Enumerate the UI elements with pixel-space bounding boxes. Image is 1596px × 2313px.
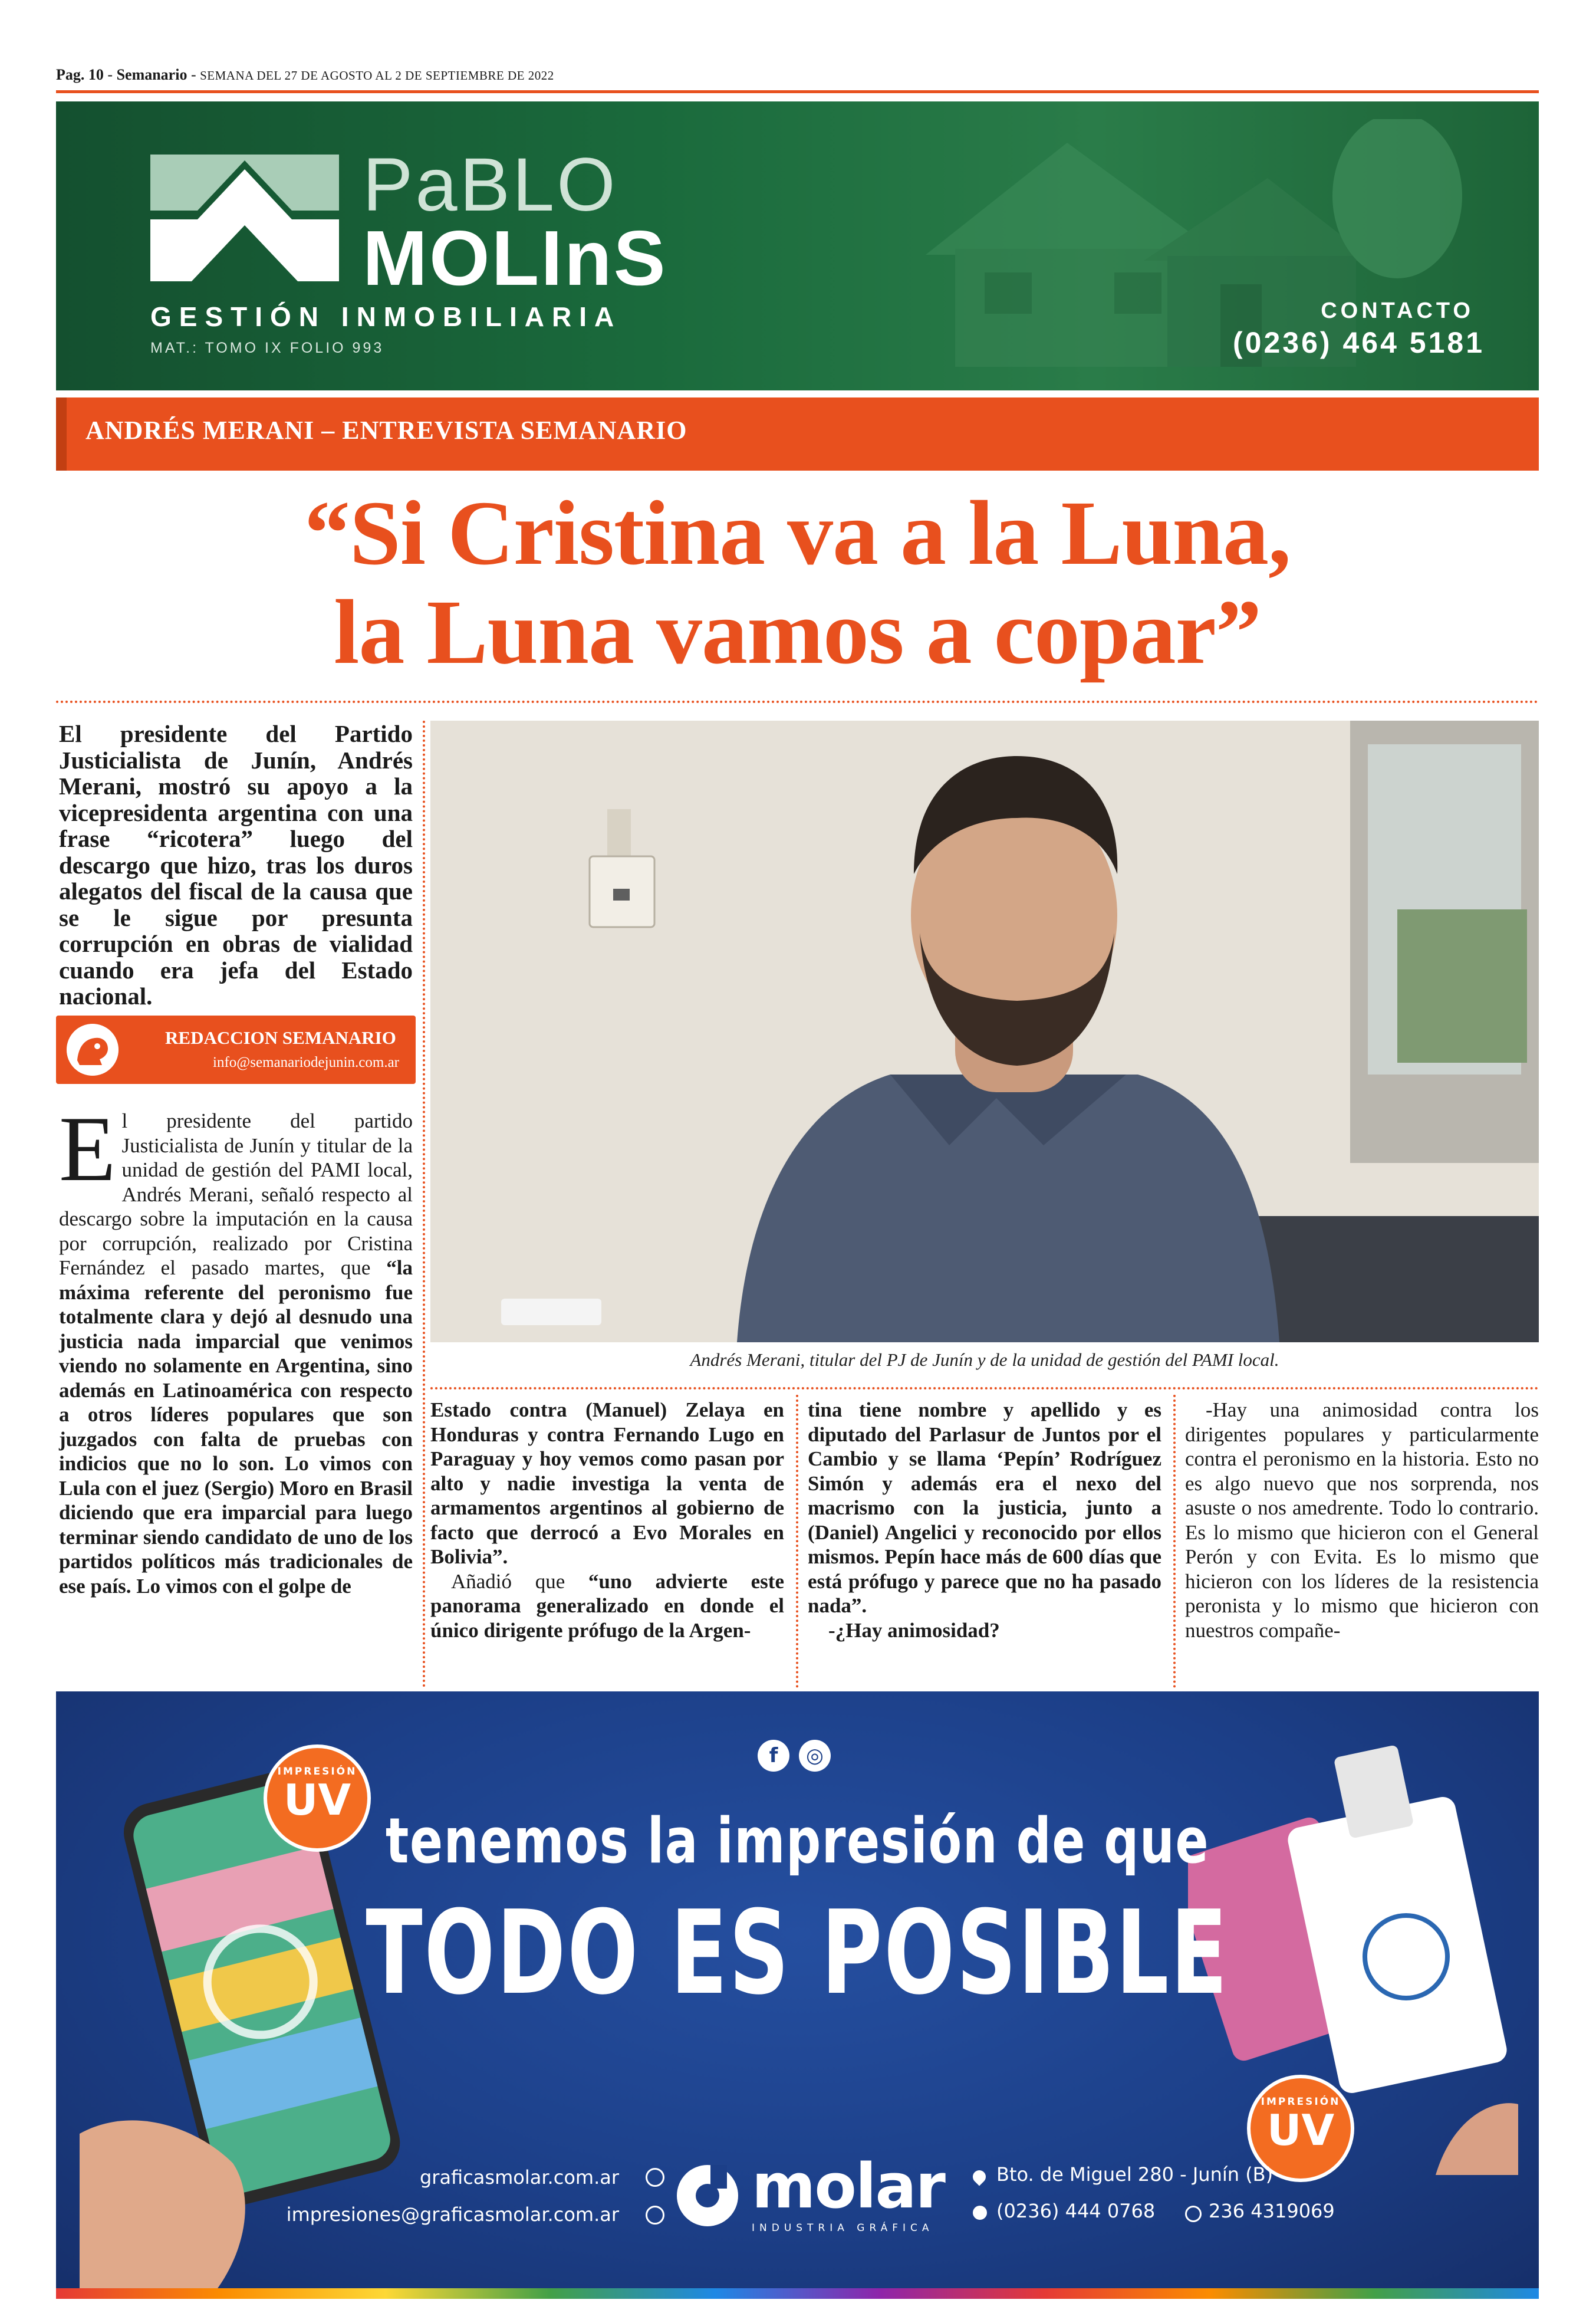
header-divider <box>56 90 1539 93</box>
ad-brand-subtitle: INDUSTRIA GRÁFICA <box>752 2222 934 2234</box>
body-column-4: -Hay una animosidad contra los dirigentes populares y particularmente contra el peronismo en la historia. Esto no es algo nuevo que nos sorprenda, nos asuste o nos amedrente. Todo lo contrario. Es lo mismo que hicieron con el General Perón y con Evita. Es lo mismo que hicieron con los líderes de la resistencia peronista y lo mismo que hicieron con nuestros compañe- <box>1185 1398 1539 1642</box>
body-quote: “uno advierte este panorama generalizado en donde el único dirigente prófugo de la Argen- <box>430 1569 784 1642</box>
newspaper-mascot-icon <box>67 1024 119 1076</box>
ad-email[interactable]: impresiones@graficasmolar.com.ar <box>286 2203 619 2226</box>
photo-caption: Andrés Merani, titular del PJ de Junín y de la unidad de gestión del PAMI local. <box>690 1349 1279 1370</box>
whatsapp-icon <box>1185 2206 1202 2222</box>
headline-line-1: “Si Cristina va a la Luna, <box>304 482 1291 584</box>
ad-slogan-line-1: tenemos la impresión de que <box>385 1805 1210 1877</box>
article-headline <box>56 484 1539 682</box>
interview-question: -¿Hay animosidad? <box>828 1618 1000 1642</box>
article-lead: El presidente del Partido Justicialista de Junín, Andrés Merani, mostró su apoyo a la vicepresidenta argentina con una frase “ricotera” luego del descargo que hizo, tras los duros alegatos del fiscal de la causa que se le sigue por presunta corrupción en obras de vialidad cuando era jefa del Estado nacional. <box>59 720 413 1010</box>
rainbow-stripe <box>56 2288 1539 2299</box>
ad-address: Bto. de Miguel 280 - Junín (B) <box>996 2163 1273 2186</box>
body-text: l presidente del partido Justicialista de Junín y titular de la unidad de gestión del PAMI local, Andrés Merani, señaló respecto al descargo sobre la imputación en la causa por corrupción, realizado por Cristina Fernández el pasado martes, que <box>59 1109 413 1279</box>
contact-phone[interactable]: (0236) 464 5181 <box>1233 326 1485 359</box>
caption-divider <box>430 1387 1539 1389</box>
ad-brand: molar <box>752 2150 945 2222</box>
mail-icon <box>646 2206 664 2225</box>
headline-line-2: la Luna vamos a copar” <box>334 581 1261 683</box>
facebook-icon[interactable]: f <box>758 1740 789 1772</box>
page-header: Pag. 10 - Semanario - SEMANA DEL 27 DE AGOSTO AL 2 DE SEPTIEMBRE DE 2022 <box>56 66 554 83</box>
ad-slogan-line-2: TODO ES POSIBLE <box>366 1886 1229 2020</box>
ad-website[interactable]: graficasmolar.com.ar <box>419 2166 619 2189</box>
interview-photo-illustration <box>430 721 1539 1342</box>
location-pin-icon <box>970 2167 988 2186</box>
realty-name-last: MOLInS <box>363 215 667 301</box>
ad-whatsapp[interactable]: 236 4319069 <box>1209 2200 1335 2222</box>
body-quote: Estado contra (Manuel) Zelaya en Honduras y contra Fernando Lugo en Paraguay y hoy vemos como pasan por alto y nadie investiga la venta de armamentos argentinos al gobierno de facto que derrocó a Evo Morales en Bolivia”. <box>430 1398 784 1568</box>
globe-icon <box>646 2168 664 2187</box>
uv-print-badge: IMPRESIÓN UV <box>1247 2075 1354 2182</box>
byline-email[interactable]: info@semanariodejunin.com.ar <box>213 1054 399 1070</box>
print-shop-ad[interactable] <box>56 1691 1539 2299</box>
article-photo <box>430 721 1539 1342</box>
body-quote: “la máxima referente del peronismo fue totalmente clara y dejó al desnudo una justicia nada imparcial que venimos viendo no solamente en Argentina, sino además en Latinoamérica con respecto a otros líderes populares que son juzgados con falta de pruebas con indicios que no lo son. Lo vimos con Lula con el juez (Sergio) Moro en Brasil diciendo que era imparcial para luego terminar siendo candidato de uno de los partidos políticos más tradicionales de ese país. Lo vimos con el golpe de <box>59 1256 413 1598</box>
byline-box <box>56 1016 416 1084</box>
body-column-3 <box>808 1398 1161 1642</box>
section-title: ANDRÉS MERANI – ENTREVISTA SEMANARIO <box>85 416 687 445</box>
byline-author: REDACCION SEMANARIO <box>165 1027 396 1048</box>
section-bar-notch <box>56 397 67 471</box>
body-column-2 <box>430 1398 784 1642</box>
realty-name-first: PaBLO <box>363 143 618 227</box>
ad-phone[interactable]: (0236) 444 0768 <box>996 2200 1156 2222</box>
column-divider <box>1173 1395 1176 1688</box>
contact-label: CONTACTO <box>1321 298 1474 323</box>
publication-name: Semanario <box>116 66 187 83</box>
instagram-icon[interactable]: ◎ <box>799 1740 831 1772</box>
column-divider <box>796 1395 798 1688</box>
section-bar <box>56 397 1539 471</box>
column-divider <box>423 721 425 1688</box>
body-column-1 <box>59 1098 413 1598</box>
headline-divider <box>56 701 1539 703</box>
molar-logo-icon <box>675 2163 740 2228</box>
uv-print-badge: IMPRESIÓN UV <box>264 1744 371 1852</box>
body-quote: tina tiene nombre y apellido y es diputado del Parlasur de Juntos por el Cambio y se llama ‘Pepín’ Rodríguez Simón y además era el nexo del macrismo con la justicia, junto a (Daniel) Angelici y reconocido por ellos mismos. Pepín hace más de 600 días que está prófugo y parece que no ha pasado nada”. <box>808 1398 1161 1617</box>
realty-tagline: GESTIÓN INMOBILIARIA <box>150 301 622 332</box>
page-number: Pag. 10 <box>56 66 104 83</box>
realty-banner-ad[interactable] <box>56 101 1539 390</box>
drop-cap: E <box>59 1098 116 1201</box>
phone-icon <box>973 2206 987 2220</box>
body-text: Añadió que <box>451 1569 588 1593</box>
realty-license: MAT.: TOMO IX FOLIO 993 <box>150 340 384 356</box>
realty-logo-mark <box>150 155 339 281</box>
publication-week: SEMANA DEL 27 DE AGOSTO AL 2 DE SEPTIEMBRE DE 2022 <box>200 68 554 83</box>
